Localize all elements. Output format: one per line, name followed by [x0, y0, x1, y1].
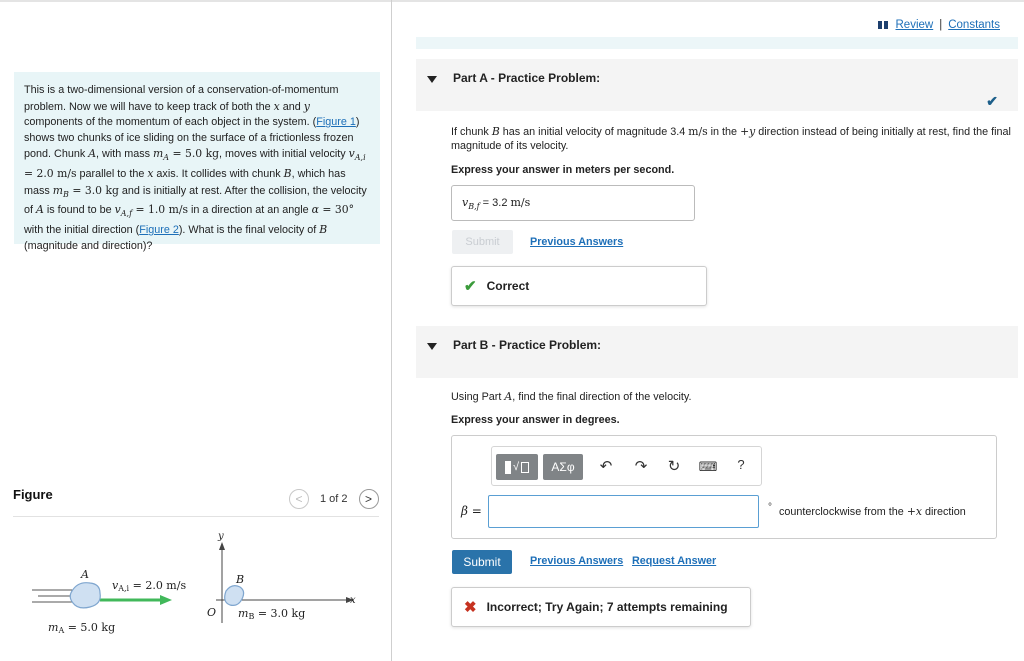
- figure-count: 1 of 2: [320, 493, 348, 505]
- degree-symbol: °: [768, 502, 772, 513]
- keyboard-icon[interactable]: ⌨: [698, 459, 718, 474]
- y-axis-arrowhead: [219, 542, 225, 550]
- label-velocity: vA,i = 2.0 m/s: [112, 579, 187, 593]
- figure-2-link[interactable]: Figure 2: [139, 224, 179, 237]
- help-icon[interactable]: ?: [737, 457, 745, 472]
- label-a: A: [81, 568, 89, 581]
- label-origin: O: [207, 606, 217, 619]
- undo-icon[interactable]: ↶: [599, 458, 613, 475]
- templates-button[interactable]: [496, 454, 538, 480]
- part-a-feedback: ✔ Correct: [451, 266, 707, 306]
- review-icon: [878, 21, 888, 29]
- reset-icon[interactable]: ↻: [667, 458, 681, 475]
- ice-chunk-a: [70, 583, 100, 608]
- greek-symbols-button[interactable]: ΑΣφ: [543, 454, 583, 480]
- problem-panel: [0, 0, 393, 661]
- part-a-instruction: Express your answer in meters per second.: [451, 164, 675, 176]
- part-b-title: Part B - Practice Problem:: [453, 338, 602, 352]
- part-a-answer-field[interactable]: $v_{B,f} = 3.2$ m/s: [451, 185, 695, 221]
- chevron-right-icon: >: [365, 492, 373, 506]
- part-a-previous-answers-link[interactable]: Previous Answers: [530, 236, 624, 248]
- label-mass-a: mA = 5.0 kg: [48, 621, 116, 635]
- check-icon: ✔: [464, 278, 477, 295]
- collapse-triangle-icon: [427, 76, 437, 83]
- problem-statement: This is a two-dimensional version of a conservation-of-momentum problem. Now we will have to keep track of both the x and y components of the momentum of each object in the system. (Figure 1) shows two chunks of ice sliding on the surface of a frictionless frozen pond. Chunk A, with mass $m_A = 5.0$ kg, moves with initial velocity $v_{A,i} = 2.0$ m/s parallel to the x axis. It collides with chunk B, which has mass $m_B = 3.0$ kg and is initially at rest. After the collision, the velocity of A is found to be $v_{A,f} = 1.0$ m/s in a direction at an angle α = 30° with the initial direction (Figure 2). What is the final velocity of B (magnitude and direction)?: [14, 72, 380, 244]
- velocity-arrowhead: [160, 595, 172, 605]
- part-b-feedback: ✖ Incorrect; Try Again; 7 attempts remaining: [451, 587, 751, 627]
- label-y: y: [218, 531, 224, 542]
- figure-diagram: [20, 525, 370, 645]
- part-a-title: Part A - Practice Problem:: [453, 71, 601, 85]
- part-a-header[interactable]: [416, 59, 1018, 111]
- collapse-triangle-icon: [427, 343, 437, 350]
- figure-1-link[interactable]: Figure 1: [316, 116, 356, 129]
- part-b-instruction: Express your answer in degrees.: [451, 414, 620, 426]
- prev-figure-button[interactable]: [289, 489, 309, 509]
- request-answer-link[interactable]: Request Answer: [632, 555, 717, 567]
- next-figure-button[interactable]: [359, 489, 379, 509]
- review-link[interactable]: Review: [895, 19, 934, 31]
- label-mass-b: mB = 3.0 kg: [238, 607, 306, 621]
- header-links: [878, 19, 1001, 31]
- link-separator: |: [939, 19, 943, 31]
- redo-icon[interactable]: ↷: [634, 458, 648, 475]
- label-b: B: [236, 573, 245, 586]
- figure-title: Figure: [13, 487, 53, 502]
- completed-check-icon: ✔: [986, 93, 998, 109]
- header-band: [416, 37, 1018, 49]
- column-divider: [391, 0, 392, 661]
- equation-toolbar: [491, 446, 762, 486]
- part-a-question: If chunk B has an initial velocity of magnitude 3.4 m/s in the +y direction instead of being initially at rest, find the final magnitude of its velocity.: [451, 125, 1011, 152]
- figure-pager: [289, 488, 379, 510]
- templates-icon: √: [505, 461, 529, 474]
- constants-link[interactable]: Constants: [948, 19, 1000, 31]
- cross-icon: ✖: [464, 599, 477, 616]
- beta-answer-input[interactable]: [488, 495, 759, 528]
- part-b-submit-button[interactable]: Submit: [452, 550, 512, 574]
- direction-unit-text: counterclockwise from the +x direction: [779, 505, 966, 518]
- part-b-question: Using Part A, find the final direction of the velocity.: [451, 390, 692, 403]
- part-a-submit-button[interactable]: Submit: [452, 230, 513, 254]
- chevron-left-icon: <: [295, 492, 303, 506]
- part-b-header[interactable]: [416, 326, 1018, 378]
- part-b-previous-answers-link[interactable]: Previous Answers: [530, 555, 624, 567]
- ice-chunk-b: [225, 586, 244, 606]
- figure-divider: [13, 516, 379, 517]
- beta-label: β =: [461, 504, 482, 518]
- label-x: x: [350, 595, 356, 606]
